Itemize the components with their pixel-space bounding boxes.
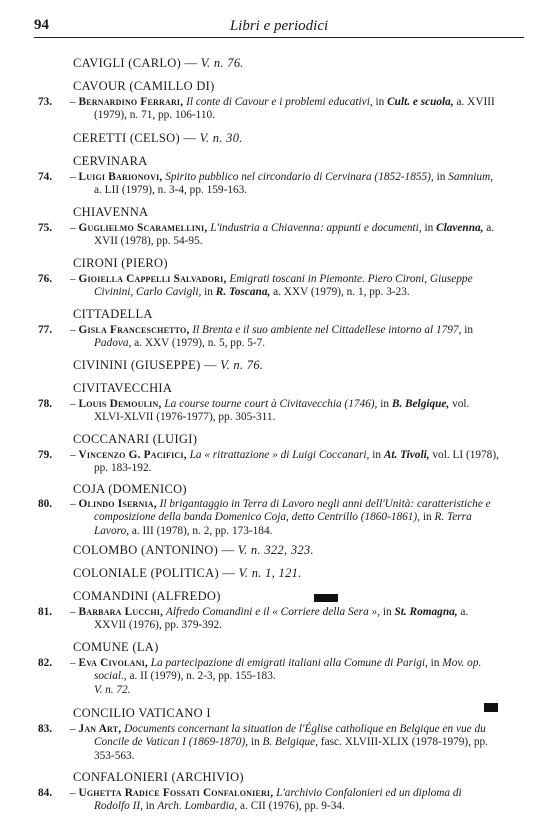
entry-dash: – bbox=[70, 96, 79, 108]
bibliography-entry bbox=[38, 449, 500, 476]
entry-author: Barbara Lucchi, bbox=[78, 606, 164, 618]
entry-text bbox=[70, 96, 500, 123]
entry-title: Alfredo Comandini e il « Corriere della Sera », bbox=[165, 606, 381, 618]
heading-text: CIVITAVECCHIA bbox=[73, 381, 173, 395]
entry-detail: in bbox=[375, 96, 385, 108]
entry-number: 84. bbox=[38, 787, 53, 799]
entry-title: Samnium, bbox=[448, 171, 494, 183]
entry-dash: – bbox=[70, 171, 79, 183]
entry-number: 82. bbox=[38, 657, 53, 669]
entry-number: 80. bbox=[38, 498, 53, 510]
entry-title: Spirito pubblico nel circondario di Cervinara (1852-1855), bbox=[165, 171, 434, 183]
entry-detail: in bbox=[145, 800, 155, 813]
entry-number: 83. bbox=[38, 723, 53, 735]
subject-heading bbox=[73, 56, 244, 71]
subject-heading bbox=[73, 381, 172, 396]
heading-text: CERETTI (CELSO) — bbox=[73, 131, 197, 145]
entry-dash: – bbox=[70, 324, 79, 336]
cross-reference: V. n. 72. bbox=[94, 683, 131, 696]
subject-heading bbox=[73, 589, 221, 604]
entry-detail: a. XXVII (1976), pp. 379-392. bbox=[94, 606, 469, 632]
entry-author: Gisla Franceschetto, bbox=[78, 324, 190, 336]
subject-heading bbox=[73, 307, 153, 322]
entry-title: Documents concernant la situation de l'Église catholique en Belgique en vue du Concile de Vatican I (1869-1870), bbox=[94, 723, 486, 749]
entry-number: 75. bbox=[38, 222, 53, 234]
entry-author: Louis Demoulin, bbox=[78, 398, 162, 410]
entry-title: L'archivio Confalonieri ed un diploma di Rodolfo II, bbox=[94, 787, 462, 813]
entry-text bbox=[70, 398, 500, 425]
entry-author: Olindo Isernia, bbox=[78, 498, 157, 510]
cross-reference: V. n. 30. bbox=[196, 131, 243, 145]
entry-author: Bernardino Ferrari, bbox=[78, 96, 184, 108]
entry-title: Il brigantaggio in Terra di Lavoro negli anni dell'Unità: caratteristiche e composizione della banda Domenico Coja, detto Centrillo (1860-1861), bbox=[94, 498, 491, 524]
heading-text: COLOMBO (ANTONINO) — bbox=[73, 543, 235, 557]
heading-text: CONCILIO VATICANO I bbox=[73, 706, 211, 720]
entry-author: Jan Art, bbox=[78, 723, 122, 735]
entry-detail: a. XXV (1979), n. 1, pp. 3-23. bbox=[273, 286, 410, 299]
subject-heading bbox=[73, 79, 215, 94]
entry-detail: in bbox=[372, 449, 382, 461]
entry-detail: in bbox=[380, 398, 389, 410]
heading-text: CIRONI (PIERO) bbox=[73, 256, 168, 270]
ink-smudge bbox=[314, 594, 338, 602]
entry-detail: in bbox=[430, 657, 440, 669]
entry-detail: a. XVIII (1979), n. 71, pp. 106-110. bbox=[94, 96, 495, 122]
subject-heading bbox=[73, 432, 197, 447]
entry-text bbox=[70, 171, 500, 198]
subject-heading bbox=[73, 154, 148, 169]
bibliography-entry bbox=[38, 171, 500, 198]
entry-title: Il conte di Cavour e i problemi educativi, bbox=[186, 96, 373, 108]
entry-journal: Cult. e scuola, bbox=[387, 96, 454, 108]
entry-author: Vincenzo G. Pacifici, bbox=[78, 449, 187, 461]
running-title: Libri e periodici bbox=[229, 18, 329, 34]
entry-title: Padova, bbox=[94, 337, 132, 350]
entry-detail: a. II (1979), n. 2-3, pp. 155-183. bbox=[129, 670, 276, 683]
bibliography-entry bbox=[38, 398, 500, 425]
subject-heading bbox=[73, 256, 168, 271]
entry-journal: St. Romagna, bbox=[394, 606, 458, 618]
ink-smudge bbox=[484, 703, 498, 712]
entry-detail: in bbox=[204, 286, 213, 299]
entry-detail: in bbox=[436, 171, 446, 183]
entry-number: 76. bbox=[38, 273, 53, 285]
entry-author: Luigi Barionovi, bbox=[78, 171, 163, 183]
entry-title: Emigrati toscani in Piemonte. Piero Cironi, Giuseppe Civinini, Carlo Cavigli, bbox=[94, 273, 473, 299]
entry-author: Guglielmo Scaramellini, bbox=[78, 222, 208, 234]
entry-title: La « ritrattazione » di Luigi Coccanari, bbox=[189, 449, 370, 461]
bibliography-entry bbox=[38, 723, 500, 763]
entry-detail: in bbox=[464, 324, 474, 336]
entry-text bbox=[70, 787, 500, 814]
entry-detail: a. XVII (1978), pp. 54-95. bbox=[94, 222, 495, 248]
entry-dash: – bbox=[70, 398, 79, 410]
subject-heading bbox=[73, 706, 211, 721]
entry-journal: At. Tivoli, bbox=[383, 449, 430, 461]
bibliography-entry bbox=[38, 498, 500, 538]
entry-number: 73. bbox=[38, 96, 53, 108]
subject-heading bbox=[73, 482, 187, 497]
entry-journal: R. Toscana, bbox=[215, 286, 271, 299]
entry-dash: – bbox=[70, 273, 79, 285]
entry-title: Arch. Lombardia, bbox=[157, 800, 238, 813]
entry-text bbox=[70, 222, 500, 249]
entry-text bbox=[70, 498, 500, 538]
entry-author: Eva Civolani, bbox=[78, 657, 148, 669]
entry-title: R. Terra Lavoro, bbox=[94, 511, 472, 537]
entry-text bbox=[70, 449, 500, 476]
page-number: 94 bbox=[34, 17, 49, 33]
entry-detail: in bbox=[382, 606, 392, 618]
entry-journal: Clavenna, bbox=[436, 222, 484, 234]
entry-detail: a. XXV (1979), n. 5, pp. 5-7. bbox=[134, 337, 266, 350]
heading-text: COLONIALE (POLITICA) — bbox=[73, 566, 236, 580]
entry-number: 79. bbox=[38, 449, 53, 461]
heading-text: COMANDINI (ALFREDO) bbox=[73, 589, 221, 603]
entry-author: Ughetta Radice Fossati Confalonieri, bbox=[78, 787, 274, 799]
heading-text: COJA (DOMENICO) bbox=[73, 482, 187, 496]
subject-heading bbox=[73, 566, 302, 581]
subject-heading bbox=[73, 543, 314, 558]
entry-dash: – bbox=[70, 606, 79, 618]
subject-heading bbox=[73, 770, 244, 785]
entry-detail: in bbox=[424, 222, 434, 234]
entry-detail: fasc. XLVIII-XLIX (1978-1979), pp. 353-563. bbox=[94, 736, 488, 762]
bibliography-entry bbox=[38, 606, 500, 633]
entry-dash: – bbox=[70, 657, 79, 669]
cross-reference: V. n. 322, 323. bbox=[234, 543, 314, 557]
subject-heading bbox=[73, 640, 159, 655]
cross-reference: V. n. 1, 121. bbox=[235, 566, 302, 580]
subject-heading bbox=[73, 358, 263, 373]
page-header bbox=[34, 17, 524, 38]
entry-text bbox=[70, 657, 500, 697]
subject-heading bbox=[73, 205, 148, 220]
heading-text: CAVOUR (CAMILLO DI) bbox=[73, 79, 215, 93]
bibliography-entry bbox=[38, 96, 500, 123]
entry-title: La partecipazione di emigrati italiani alla Comune di Parigi, bbox=[150, 657, 428, 669]
entry-text bbox=[70, 273, 500, 300]
entry-title: L'industria a Chiavenna: appunti e documenti, bbox=[210, 222, 422, 234]
bibliography-entry bbox=[38, 324, 500, 351]
entry-dash: – bbox=[70, 498, 79, 510]
entry-dash: – bbox=[70, 222, 79, 234]
heading-text: CITTADELLA bbox=[73, 307, 153, 321]
entry-journal: B. Belgique, bbox=[391, 398, 450, 410]
entry-detail: a. III (1978), n. 2, pp. 173-184. bbox=[131, 524, 273, 537]
subject-heading bbox=[73, 131, 243, 146]
heading-text: CHIAVENNA bbox=[73, 205, 149, 219]
entry-author: Gioiella Cappelli Salvadori, bbox=[78, 273, 227, 285]
entry-detail: a. LII (1979), n. 3-4, pp. 159-163. bbox=[94, 184, 248, 197]
bibliography-entry bbox=[38, 273, 500, 300]
entry-title: Mov. op. social., bbox=[94, 657, 482, 683]
entry-text bbox=[70, 723, 500, 763]
heading-text: COCCANARI (LUIGI) bbox=[73, 432, 198, 446]
bibliography-entry bbox=[38, 222, 500, 249]
heading-text: CIVININI (GIUSEPPE) — bbox=[73, 358, 217, 372]
entry-title: Il Brenta e il suo ambiente nel Cittadellese intorno al 1797, bbox=[192, 324, 462, 336]
heading-text: COMUNE (LA) bbox=[73, 640, 159, 654]
bibliography-entry bbox=[38, 657, 500, 697]
entry-title: B. Belgique, bbox=[262, 736, 319, 749]
entry-title: La course tourne court à Civitavecchia (1746), bbox=[164, 398, 378, 410]
entry-text bbox=[70, 324, 500, 351]
entry-number: 78. bbox=[38, 398, 53, 410]
entry-detail: a. CII (1976), pp. 9-34. bbox=[240, 800, 345, 813]
entry-detail: in bbox=[250, 736, 260, 749]
bibliography-entry bbox=[38, 787, 500, 814]
heading-text: CONFALONIERI (ARCHIVIO) bbox=[73, 770, 244, 784]
entry-number: 77. bbox=[38, 324, 53, 336]
cross-reference: V. n. 76. bbox=[216, 358, 264, 372]
heading-text: CERVINARA bbox=[73, 154, 148, 168]
entry-detail: vol. XLVI-XLVII (1976-1977), pp. 305-311. bbox=[94, 398, 470, 424]
entry-number: 81. bbox=[38, 606, 53, 618]
entry-detail: in bbox=[422, 511, 432, 524]
entry-dash: – bbox=[70, 723, 79, 735]
cross-reference: V. n. 76. bbox=[197, 56, 244, 70]
entry-dash: – bbox=[70, 787, 79, 799]
entry-number: 74. bbox=[38, 171, 53, 183]
entry-dash: – bbox=[70, 449, 79, 461]
entry-text bbox=[70, 606, 500, 633]
heading-text: CAVIGLI (CARLO) — bbox=[73, 56, 198, 70]
entry-detail: vol. LI (1978), pp. 183-192. bbox=[94, 449, 499, 475]
